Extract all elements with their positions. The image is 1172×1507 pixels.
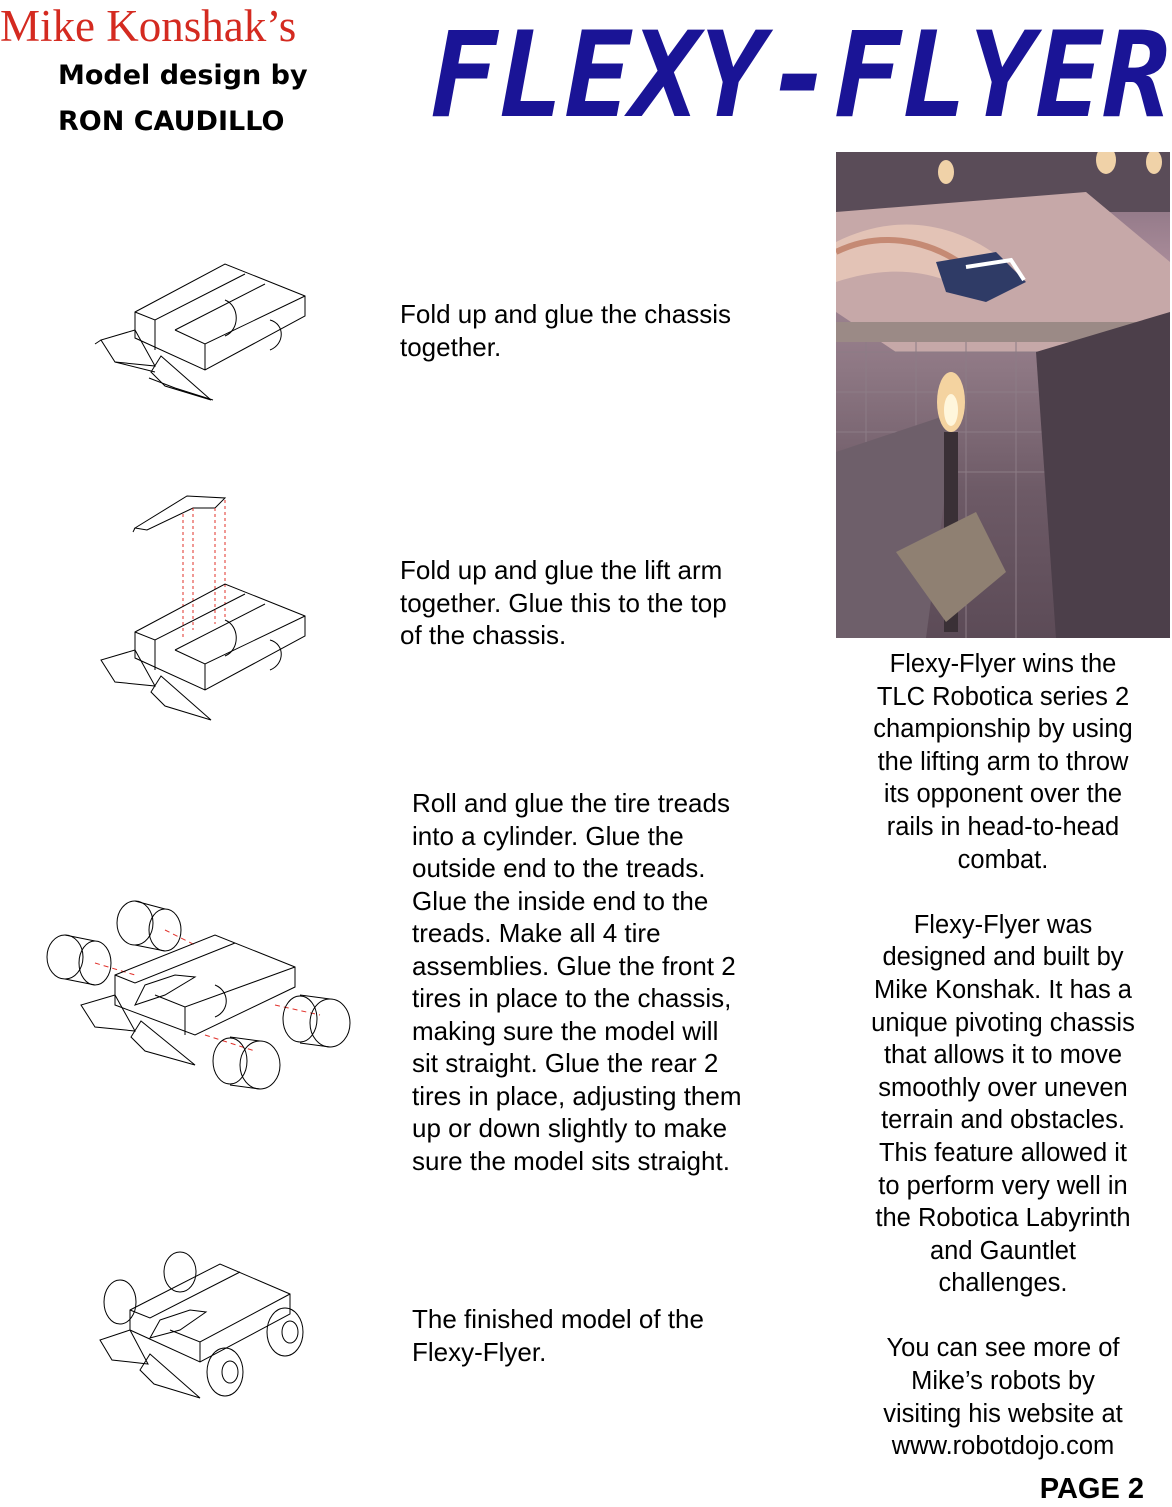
page-title-text: FLEXY-FLYER — [430, 6, 1170, 144]
step-2-text: Fold up and glue the lift arm together. Glue this to the top of the chassis. — [400, 555, 727, 650]
credit-line-2: RON CAUDILLO — [58, 106, 285, 137]
arena-photo — [836, 152, 1170, 638]
brand-name: Mike Konshak’s — [0, 1, 297, 51]
arena-photo-scene — [836, 152, 1170, 638]
step-1-text: Fold up and glue the chassis together. — [400, 299, 731, 362]
lift-arm-drawing — [95, 490, 325, 730]
tires-assembly-drawing — [45, 895, 360, 1095]
finished-model-drawing — [90, 1250, 320, 1410]
step-3-text: Roll and glue the tire treads into a cylinder. Glue the outside end to the treads. Glue the inside end to the treads. Make all 4 tire assemblies. Glue the front 2 tires in place to the chassis, making sure the model will sit straight. Glue the rear 2 tires in place, adjusting them up or down slightly to make sure the model sits straight. — [412, 788, 742, 1176]
page-title — [428, 4, 1172, 144]
photo-caption: Flexy-Flyer wins the TLC Robotica series 2 championship by using the lifting arm to throw its opponent over the rails in head-to-head combat. Flexy-Flyer was designed and built by Mike Konshak. It has a unique pivoting chassis that allows it to move smoothly over uneven terrain and obstacles. This feature allowed it to perform very well in the Robotica Labyrinth and Gauntlet challenges. You can see more of Mike’s robots by visiting his website at www.robotdojo.com — [871, 650, 1135, 1461]
chassis-drawing — [95, 260, 315, 410]
credit-line-1: Model design by — [58, 60, 308, 91]
page-number: PAGE 2 — [1039, 1473, 1144, 1505]
step-4-text: The finished model of the Flexy-Flyer. — [412, 1304, 704, 1367]
